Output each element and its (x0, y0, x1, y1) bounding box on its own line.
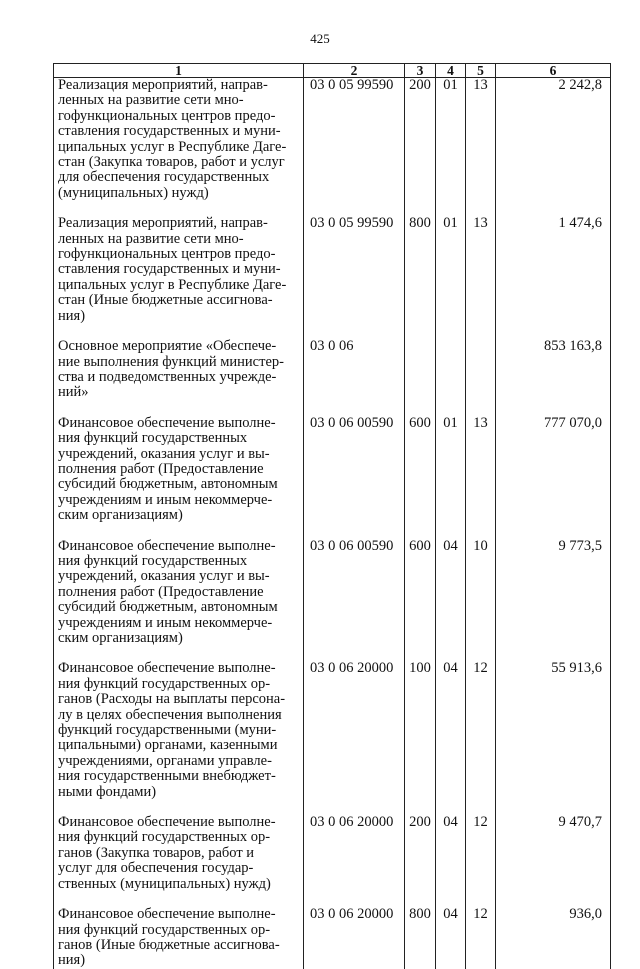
expense-name-cell (54, 907, 304, 969)
expense-name-line: ским организациям) (58, 630, 183, 646)
expense-type-cell: 100 (405, 661, 436, 800)
expense-name-line: ния) (58, 307, 86, 324)
expense-name-line: Основное мероприятие «Обеспече- (58, 338, 277, 355)
expense-name-line: ния государственными внебюджет- (58, 768, 276, 785)
amount-cell: 2 242,8 (496, 78, 611, 202)
expense-name-line: ние выполнения функций министер- (58, 353, 284, 370)
spacer-cell (54, 646, 304, 661)
target-code-cell: 03 0 05 99590 (304, 78, 405, 202)
spacer-cell (54, 201, 304, 216)
amount-cell: 9 773,5 (496, 539, 611, 647)
spacer-cell (496, 401, 611, 416)
column-header-5: 5 (466, 64, 496, 78)
target-code-cell: 03 0 06 (304, 339, 405, 401)
spacer-cell (304, 524, 405, 539)
expense-name-line: ганов (Закупка товаров, работ и (58, 844, 255, 861)
expense-name-line: для обеспечения государственных (58, 169, 270, 186)
expense-name-line: Финансовое обеспечение выполне- (58, 414, 276, 431)
expense-name-line: ципальных услуг в Республике Даге- (58, 276, 287, 293)
expense-name-line: Финансовое обеспечение выполне- (58, 537, 276, 554)
expense-name-cell (54, 339, 304, 401)
expense-name-line: стан (Закупка товаров, работ и услуг (58, 154, 285, 171)
spacer-cell (405, 524, 436, 539)
spacer-cell (54, 401, 304, 416)
expense-name-cell (54, 815, 304, 892)
expense-name-line: ственных (муниципальных) нужд) (58, 875, 271, 892)
row-spacer (54, 324, 611, 339)
expense-name-cell (54, 216, 304, 324)
expense-name-line: ленных на развитие сети мно- (58, 92, 244, 109)
section-cell: 04 (436, 907, 466, 969)
table-row (54, 539, 611, 647)
spacer-cell (496, 201, 611, 216)
expense-type-cell: 600 (405, 539, 436, 647)
table-row (54, 339, 611, 401)
amount-cell: 55 913,6 (496, 661, 611, 800)
expense-name-line: гофункциональных центров предо- (58, 107, 276, 124)
table-row (54, 216, 611, 324)
target-code-cell: 03 0 06 00590 (304, 416, 405, 524)
spacer-cell (436, 324, 466, 339)
section-cell (436, 339, 466, 401)
spacer-cell (54, 800, 304, 815)
expense-name-line: функций государственными (муни- (58, 722, 277, 739)
row-spacer (54, 201, 611, 216)
spacer-cell (405, 646, 436, 661)
table-row (54, 416, 611, 524)
spacer-cell (436, 800, 466, 815)
amount-cell: 1 474,6 (496, 216, 611, 324)
spacer-cell (466, 800, 496, 815)
expense-name-line: ства и подведомственных учрежде- (58, 368, 277, 385)
expense-type-cell: 800 (405, 216, 436, 324)
spacer-cell (436, 401, 466, 416)
spacer-cell (405, 800, 436, 815)
expense-name-line: ными фондами) (58, 783, 157, 800)
expense-name-cell (54, 661, 304, 800)
section-cell: 01 (436, 416, 466, 524)
expense-name-line: Реализация мероприятий, направ- (58, 215, 268, 232)
budget-table (53, 63, 611, 969)
target-code-cell: 03 0 06 00590 (304, 539, 405, 647)
expense-type-cell: 200 (405, 815, 436, 892)
expense-name-line: ленных на развитие сети мно- (58, 230, 244, 247)
expense-name-line: Финансовое обеспечение выполне- (58, 906, 276, 923)
column-header-1: 1 (54, 64, 304, 78)
expense-type-cell: 600 (405, 416, 436, 524)
subsection-cell: 13 (466, 78, 496, 202)
spacer-cell (436, 524, 466, 539)
row-spacer (54, 800, 611, 815)
spacer-cell (496, 800, 611, 815)
expense-name-line: полнения работ (Предоставление (58, 460, 264, 477)
spacer-cell (304, 324, 405, 339)
section-cell: 04 (436, 815, 466, 892)
table-row (54, 661, 611, 800)
expense-name-line: ния) (58, 952, 86, 969)
header-row (54, 64, 611, 78)
section-cell: 04 (436, 661, 466, 800)
spacer-cell (405, 324, 436, 339)
spacer-cell (304, 201, 405, 216)
expense-name-line: ганов (Расходы на выплаты персона- (58, 691, 286, 708)
expense-name-line: ния функций государственных ор- (58, 921, 271, 938)
expense-name-line: стан (Иные бюджетные ассигнова- (58, 292, 273, 309)
expense-type-cell: 800 (405, 907, 436, 969)
target-code-cell: 03 0 05 99590 (304, 216, 405, 324)
expense-name-line: ния функций государственных (58, 552, 248, 569)
spacer-cell (436, 201, 466, 216)
expense-name-line: лу в целях обеспечения выполнения (58, 706, 282, 723)
target-code-cell: 03 0 06 20000 (304, 661, 405, 800)
spacer-cell (304, 800, 405, 815)
spacer-cell (54, 524, 304, 539)
column-header-6: 6 (496, 64, 611, 78)
expense-name-cell (54, 539, 304, 647)
amount-cell: 777 070,0 (496, 416, 611, 524)
column-header-2: 2 (304, 64, 405, 78)
target-code-cell: 03 0 06 20000 (304, 907, 405, 969)
column-header-3: 3 (405, 64, 436, 78)
expense-name-line: ния функций государственных ор- (58, 829, 271, 846)
subsection-cell: 10 (466, 539, 496, 647)
section-cell: 01 (436, 78, 466, 202)
subsection-cell (466, 339, 496, 401)
spacer-cell (496, 646, 611, 661)
expense-name-line: учреждениями, органами управле- (58, 752, 272, 769)
spacer-cell (405, 401, 436, 416)
spacer-cell (304, 646, 405, 661)
subsection-cell: 12 (466, 815, 496, 892)
spacer-cell (496, 524, 611, 539)
expense-name-line: гофункциональных центров предо- (58, 246, 276, 263)
spacer-cell (54, 324, 304, 339)
spacer-cell (466, 401, 496, 416)
amount-cell: 936,0 (496, 907, 611, 969)
expense-type-cell (405, 339, 436, 401)
expense-name-line: Финансовое обеспечение выполне- (58, 660, 276, 677)
spacer-cell (466, 646, 496, 661)
subsection-cell: 13 (466, 216, 496, 324)
expense-name-line: учреждениям и иным некоммерче- (58, 491, 273, 508)
amount-cell: 853 163,8 (496, 339, 611, 401)
amount-cell: 9 470,7 (496, 815, 611, 892)
expense-name-cell (54, 416, 304, 524)
expense-name-line: субсидий бюджетным, автономным (58, 476, 278, 493)
row-spacer (54, 524, 611, 539)
spacer-cell (436, 646, 466, 661)
expense-name-line: ципальными) органами, казенными (58, 737, 278, 754)
expense-name-line: субсидий бюджетным, автономным (58, 599, 278, 616)
expense-name-line: учреждениям и иным некоммерче- (58, 614, 273, 631)
table-row (54, 815, 611, 892)
spacer-cell (496, 324, 611, 339)
column-header-4: 4 (436, 64, 466, 78)
table-row (54, 78, 611, 202)
expense-name-line: (муниципальных) нужд) (58, 184, 209, 201)
spacer-cell (466, 201, 496, 216)
spacer-cell (466, 324, 496, 339)
expense-name-line: ганов (Иные бюджетные ассигнова- (58, 936, 280, 953)
subsection-cell: 12 (466, 661, 496, 800)
page-number: 425 (310, 31, 330, 46)
expense-name-line: полнения работ (Предоставление (58, 583, 264, 600)
table-body (54, 78, 611, 969)
table-row (54, 907, 611, 969)
expense-name-line: учреждений, оказания услуг и вы- (58, 568, 270, 585)
spacer-cell (304, 401, 405, 416)
spacer-cell (466, 524, 496, 539)
expense-name-line: ний» (58, 384, 89, 401)
expense-name-line: ским организациям) (58, 507, 183, 524)
expense-name-line: ставления государственных и муни- (58, 123, 281, 140)
expense-name-line: ния функций государственных ор- (58, 675, 271, 692)
section-cell: 01 (436, 216, 466, 324)
expense-type-cell: 200 (405, 78, 436, 202)
expense-name-line: ставления государственных и муни- (58, 261, 281, 278)
target-code-cell: 03 0 06 20000 (304, 815, 405, 892)
row-spacer (54, 401, 611, 416)
subsection-cell: 13 (466, 416, 496, 524)
row-spacer (54, 646, 611, 661)
expense-name-line: Реализация мероприятий, направ- (58, 77, 268, 93)
expense-name-cell (54, 78, 304, 202)
expense-name-line: ния функций государственных (58, 430, 248, 447)
section-cell: 04 (436, 539, 466, 647)
expense-name-line: учреждений, оказания услуг и вы- (58, 445, 270, 462)
subsection-cell: 12 (466, 907, 496, 969)
expense-name-line: ципальных услуг в Республике Даге- (58, 138, 287, 155)
expense-name-line: Финансовое обеспечение выполне- (58, 814, 276, 831)
spacer-cell (405, 201, 436, 216)
expense-name-line: услуг для обеспечения государ- (58, 860, 254, 877)
